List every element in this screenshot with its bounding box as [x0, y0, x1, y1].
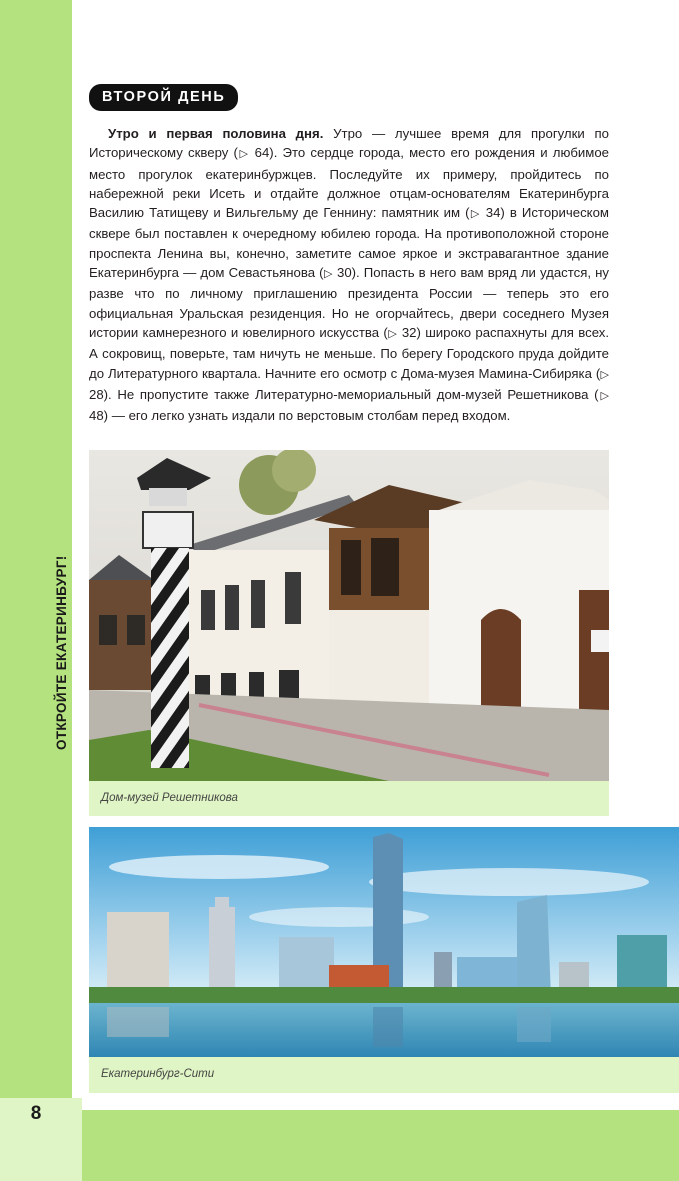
body-text-segment: Утро — лучшее время для прогулки по Историческому скверу ( [89, 126, 609, 161]
body-text-segment: 34) в Историческом сквере был поставлен к очередному юбилею города. На противоположной стороне проспекта Ленина вы, конечно, заметите самое яркое и экстравагантное здание Екатеринбурга — дом Севастьянова ( [89, 205, 609, 281]
photo-yekaterinburg-city [89, 827, 679, 1057]
book-side-title: ОТКРОЙТЕ ЕКАТЕРИНБУРГ! [54, 555, 69, 750]
page-ref-icon: ▷ [387, 327, 398, 340]
page-ref-icon: ▷ [598, 389, 609, 402]
page-number: 8 [30, 1103, 42, 1124]
body-text-segment: 48) — его легко узнать издали по верстовым столбам перед входом. [89, 408, 511, 424]
lead-phrase: Утро и первая половина дня. [108, 126, 324, 141]
body-paragraph [89, 124, 609, 425]
caption-photo2 [89, 1057, 679, 1093]
body-text-segment: 28). Не пропустите также Литературно-мемориальный дом-музей Решетникова ( [89, 386, 599, 402]
caption-photo1-text: Дом-музей Решетникова [101, 792, 238, 804]
page-ref-icon: ▷ [323, 268, 333, 281]
section-title-badge: ВТОРОЙ ДЕНЬ [89, 84, 238, 111]
page-ref-icon: ▷ [237, 148, 250, 161]
page-ref-icon: ▷ [600, 368, 609, 381]
side-band [0, 0, 72, 1098]
page-ref-icon: ▷ [469, 208, 481, 221]
body-text-segment: 30). Попасть в него вам вряд ли удастся, ну разве что по личному приглашению президента России — теперь это его официальная Уральская резиденция. Но не огорчайтесь, двери соседнего Музея истории камнерезного и ювелирного искусства ( [89, 265, 610, 340]
body-text-segment: 32) широко распахнуты для всех. А сокровищ, поверьте, там ничуть не меньше. По берегу Городского пруда дойдите до Литературного квартала. Начните его осмотр с Дома-музея Мамина-Сибиряка ( [89, 324, 609, 381]
caption-photo2-text: Екатеринбург-Сити [101, 1068, 215, 1080]
body-text-segment: 64). Это сердце города, место его рождения и любимое место прогулок екатеринбуржцев. Последуйте их примеру, пройдитесь по набережной реки Исеть и отдайте должное отцам-основателям Екатеринбурга Василию Татищеву и Вильгельму де Геннину: памятник им ( [89, 145, 609, 221]
footer-band [82, 1110, 679, 1181]
photo-reshetnikov-house [89, 450, 609, 781]
caption-photo1 [89, 781, 609, 816]
